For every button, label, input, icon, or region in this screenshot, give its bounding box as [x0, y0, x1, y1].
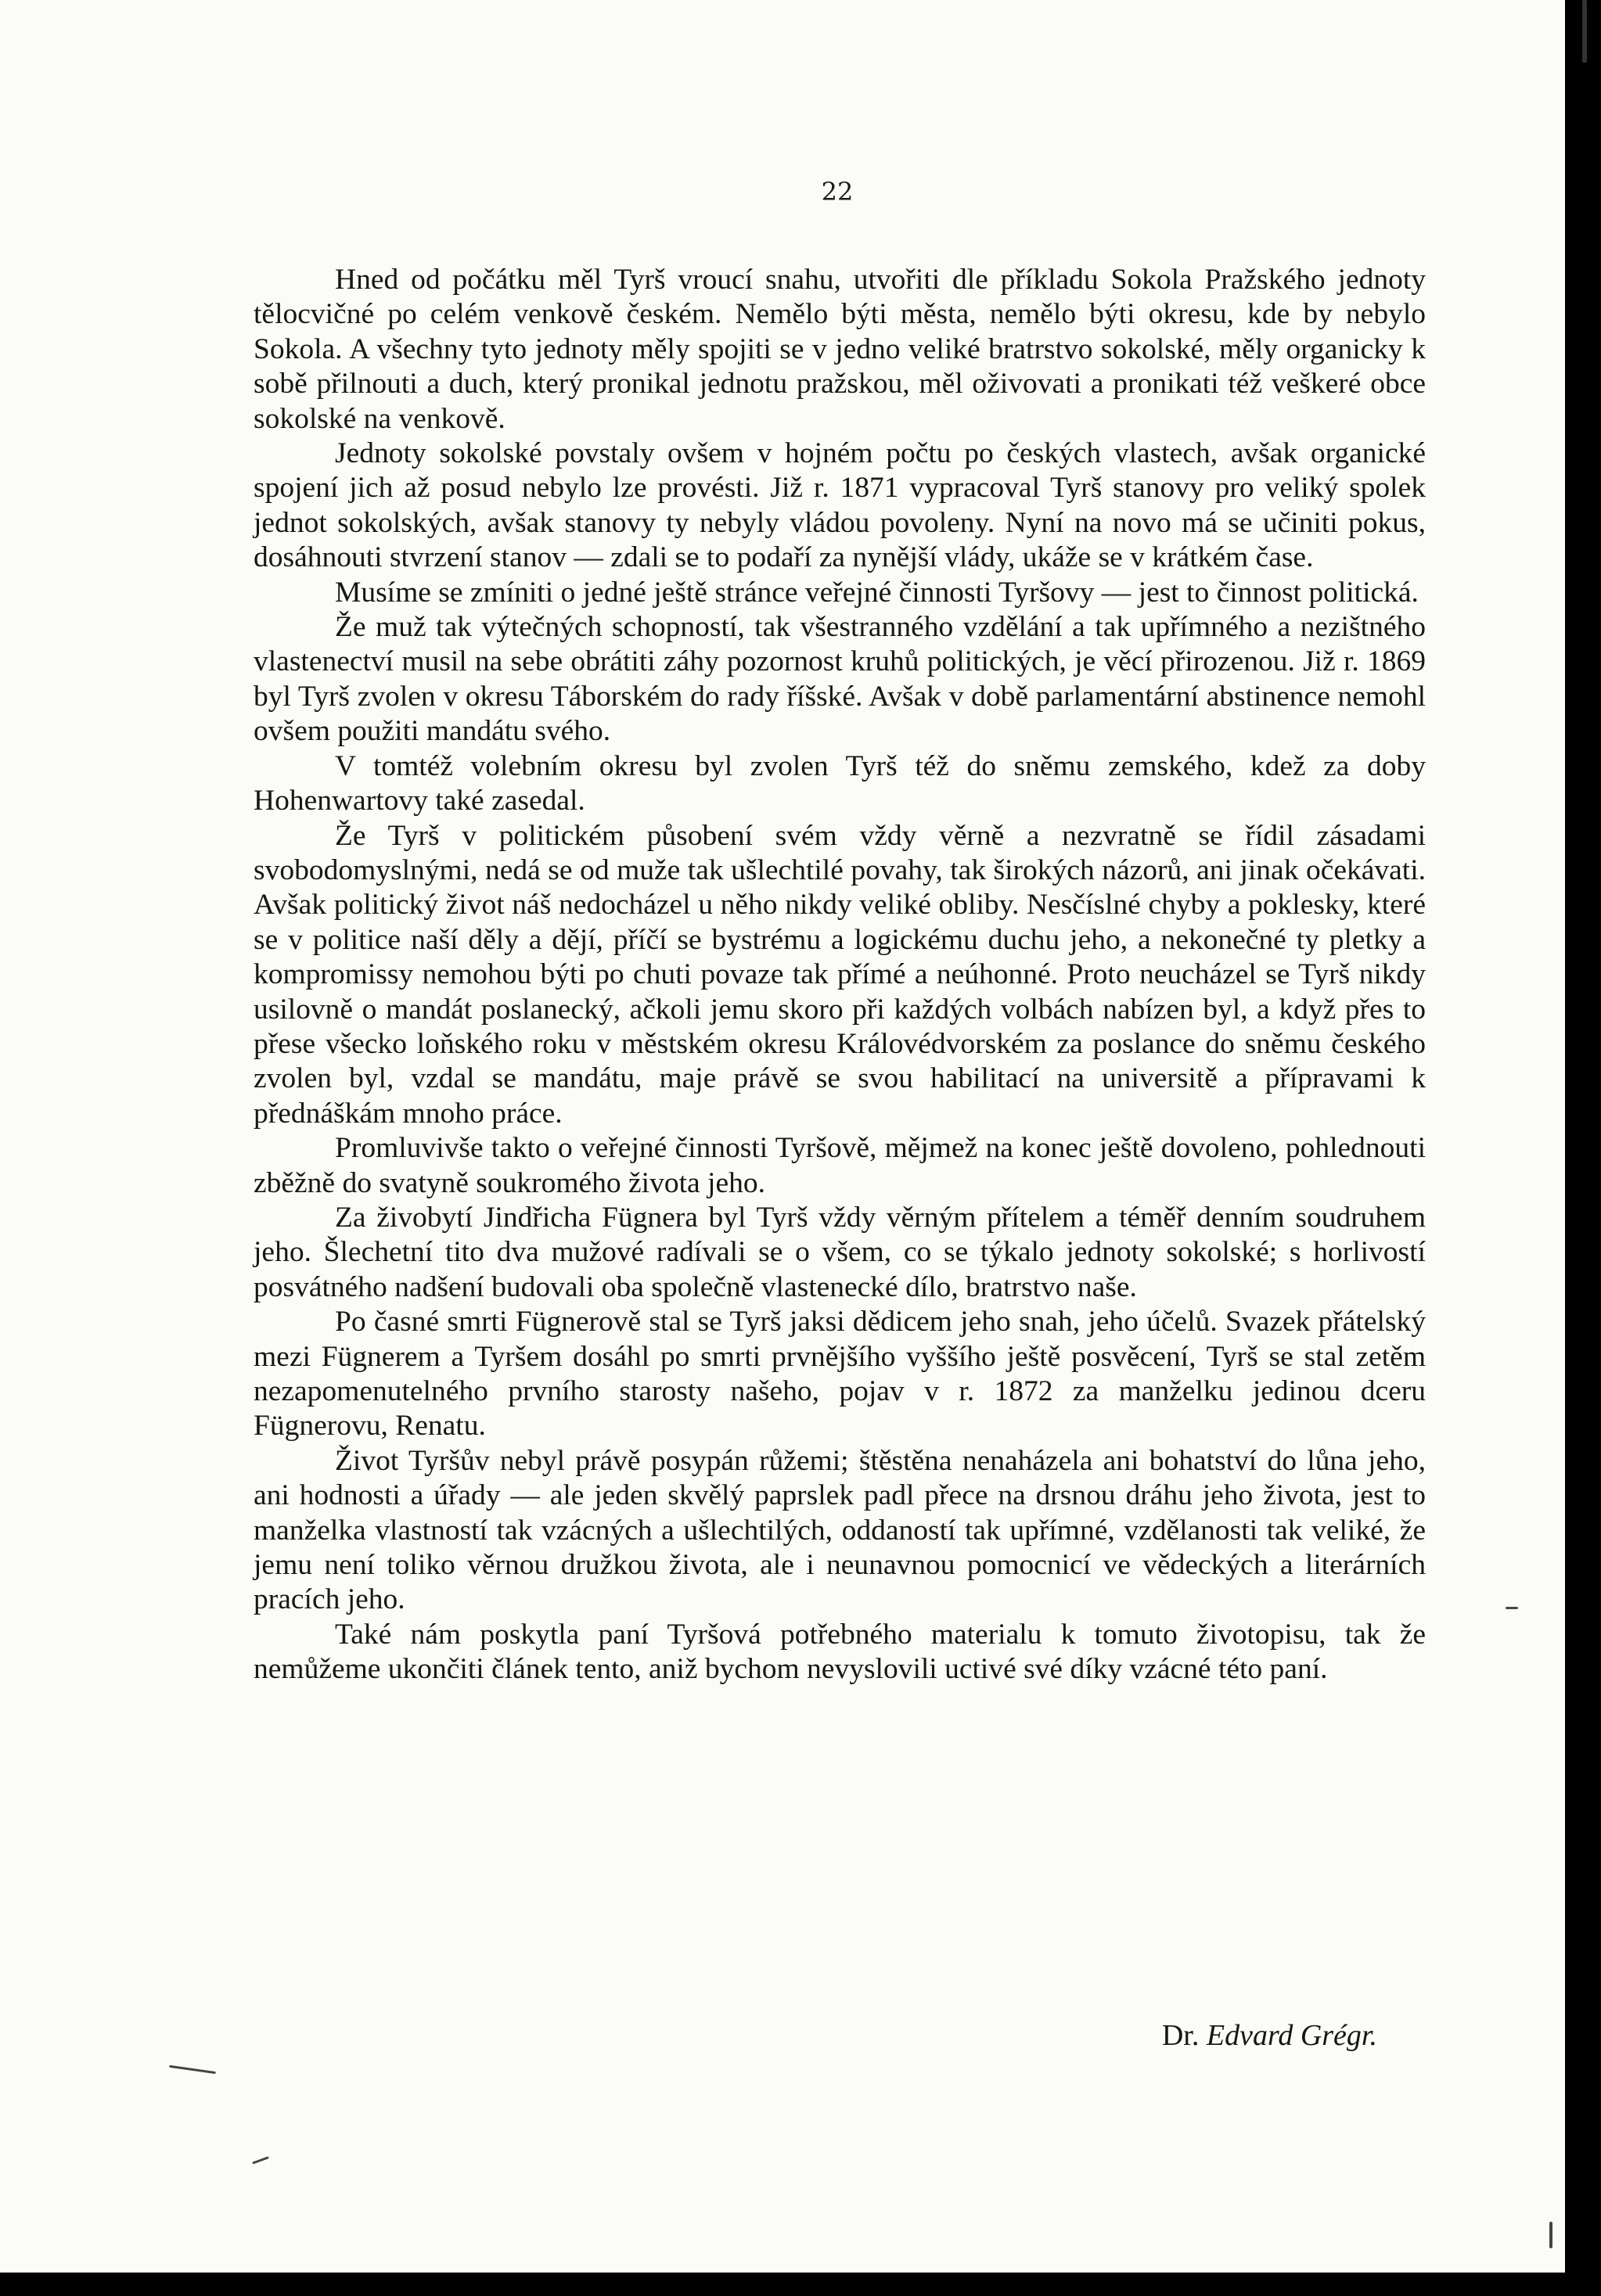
- signature-prefix: Dr.: [1161, 2019, 1200, 2052]
- paragraph-4: Že muž tak výtečných schopností, tak všestranného vzdělání a tak upřímného a nezištného vlastenectví musil na sebe obrátiti záhy pozornost kruhů politických, je věcí přirozenou. Již r. 1869 byl Tyrš zvolen v okresu Táborském do rady říšské. Avšak v době parlamentární abstinence nemohl ovšem použiti mandátu svého.: [254, 611, 1426, 748]
- paragraph-2: Jednoty sokolské povstaly ovšem v hojném počtu po českých vlastech, avšak organické spojení jich až posud nebylo lze provésti. Již r. 1871 vypracoval Tyrš stanovy pro veliký spolek jednot sokolských, avšak stanovy ty nebyly vládou povoleny. Nyní na novo má se učiniti pokus, dosáhnouti stvrzení stanov — zdali se to podaří za nynější vlády, ukáže se v krátkém čase.: [254, 437, 1426, 574]
- paragraph-11: Také nám poskytla paní Tyršová potřebného materialu k tomuto životopisu, tak že nemůžeme ukončiti článek tento, aniž bychom nevyslovili uctivé své díky vzácné této paní.: [254, 1618, 1426, 1686]
- scan-mark: [1506, 1607, 1518, 1609]
- paragraph-5: V tomtéž volebním okresu byl zvolen Tyrš též do sněmu zemského, kdež za doby Hohenwartovy také zasedal.: [254, 749, 1426, 817]
- scan-mark: [1582, 0, 1587, 63]
- paragraph-3: Musíme se zmíniti o jedné ještě stránce veřejné činnosti Tyršovy — jest to činnost politická.: [335, 576, 1419, 609]
- paragraph-8: Za živobytí Jindřicha Fügnera byl Tyrš vždy věrným přítelem a téměř denním soudruhem jeho. Šlechetní tito dva mužové radívali se o všem, co se týkalo jednoty sokolské; s horlivostí posvátného nadšení budovali oba společně vlastenecké dílo, bratrstvo naše.: [254, 1201, 1426, 1303]
- signature: [1033, 2018, 1377, 2053]
- scan-mark: [169, 2065, 216, 2074]
- paragraph-1: Hned od počátku měl Tyrš vroucí snahu, utvořiti dle příkladu Sokola Pražského jednoty tělocvičné po celém venkově českém. Nemělo býti města, nemělo býti okresu, kde by nebylo Sokola. A všechny tyto jednoty měly spojiti se v jedno veliké bratrstvo sokolské, měly organicky k sobě přilnouti a duch, který pronikal jednotu pražskou, měl oživovati a pronikati též veškeré obce sokolské na venkově.: [254, 264, 1426, 435]
- scan-mark: [252, 2156, 269, 2164]
- paragraph-9: Po časné smrti Fügnerově stal se Tyrš jaksi dědicem jeho snah, jeho účelů. Svazek přátelský mezi Fügnerem a Tyršem dosáhl po smrti prvnějšího vyššího ještě posvěcení, Tyrš se stal zetěm nezapomenutelného prvního starosty našeho, pojav v r. 1872 za manželku jedinou dceru Fügnerovu, Renatu.: [254, 1306, 1426, 1443]
- paragraph-6: Že Tyrš v politickém působení svém vždy věrně a nezvratně se řídil zásadami svobodomyslnými, nedá se od muže tak ušlechtilé povahy, tak širokých názorů, ani jinak očekávati. Avšak politický život náš nedocházel u něho nikdy veliké obliby. Nesčíslné chyby a poklesky, které se v politice naší děly a dějí, příčí se bystrému a logickému duchu jeho, a nekonečné ty pletky a kompromissy nemohou býti po chuti povaze tak přímé a neúhonné. Proto neucházel se Tyrš nikdy usilovně o mandát poslanecký, ačkoli jemu skoro při každých volbách nabízen byl, a když přes to přese všecko loňského roku v městském okresu Královédvorském za poslance do sněmu českého zvolen byl, vzdal se mandátu, maje právě se svou habilitací na universitě a přípravami k přednáškám mnoho práce.: [254, 819, 1426, 1130]
- scan-mark: [1549, 2222, 1552, 2248]
- paragraph-7: Promluvivše takto o veřejné činnosti Tyršově, mějmež na konec ještě dovoleno, pohlednouti zběžně do svatyně soukromého života jeho.: [254, 1132, 1426, 1199]
- page-number: 22: [821, 177, 854, 207]
- body-text: [254, 263, 1426, 1687]
- signature-name: Edvard Grégr.: [1206, 2019, 1377, 2052]
- paragraph-10: Život Tyršův nebyl právě posypán růžemi; štěstěna nenaházela ani bohatství do lůna jeho, ani hodnosti a úřady — ale jeden skvělý paprslek padl přece na drsnou dráhu jeho života, jest to manželka vlastností tak vzácných a ušlechtilých, oddaností tak upřímné, vzdělanosti tak veliké, že jemu není toliko věrnou družkou života, ale i neunavnou pomocnicí ve vědeckých a literárních pracích jeho.: [254, 1444, 1426, 1616]
